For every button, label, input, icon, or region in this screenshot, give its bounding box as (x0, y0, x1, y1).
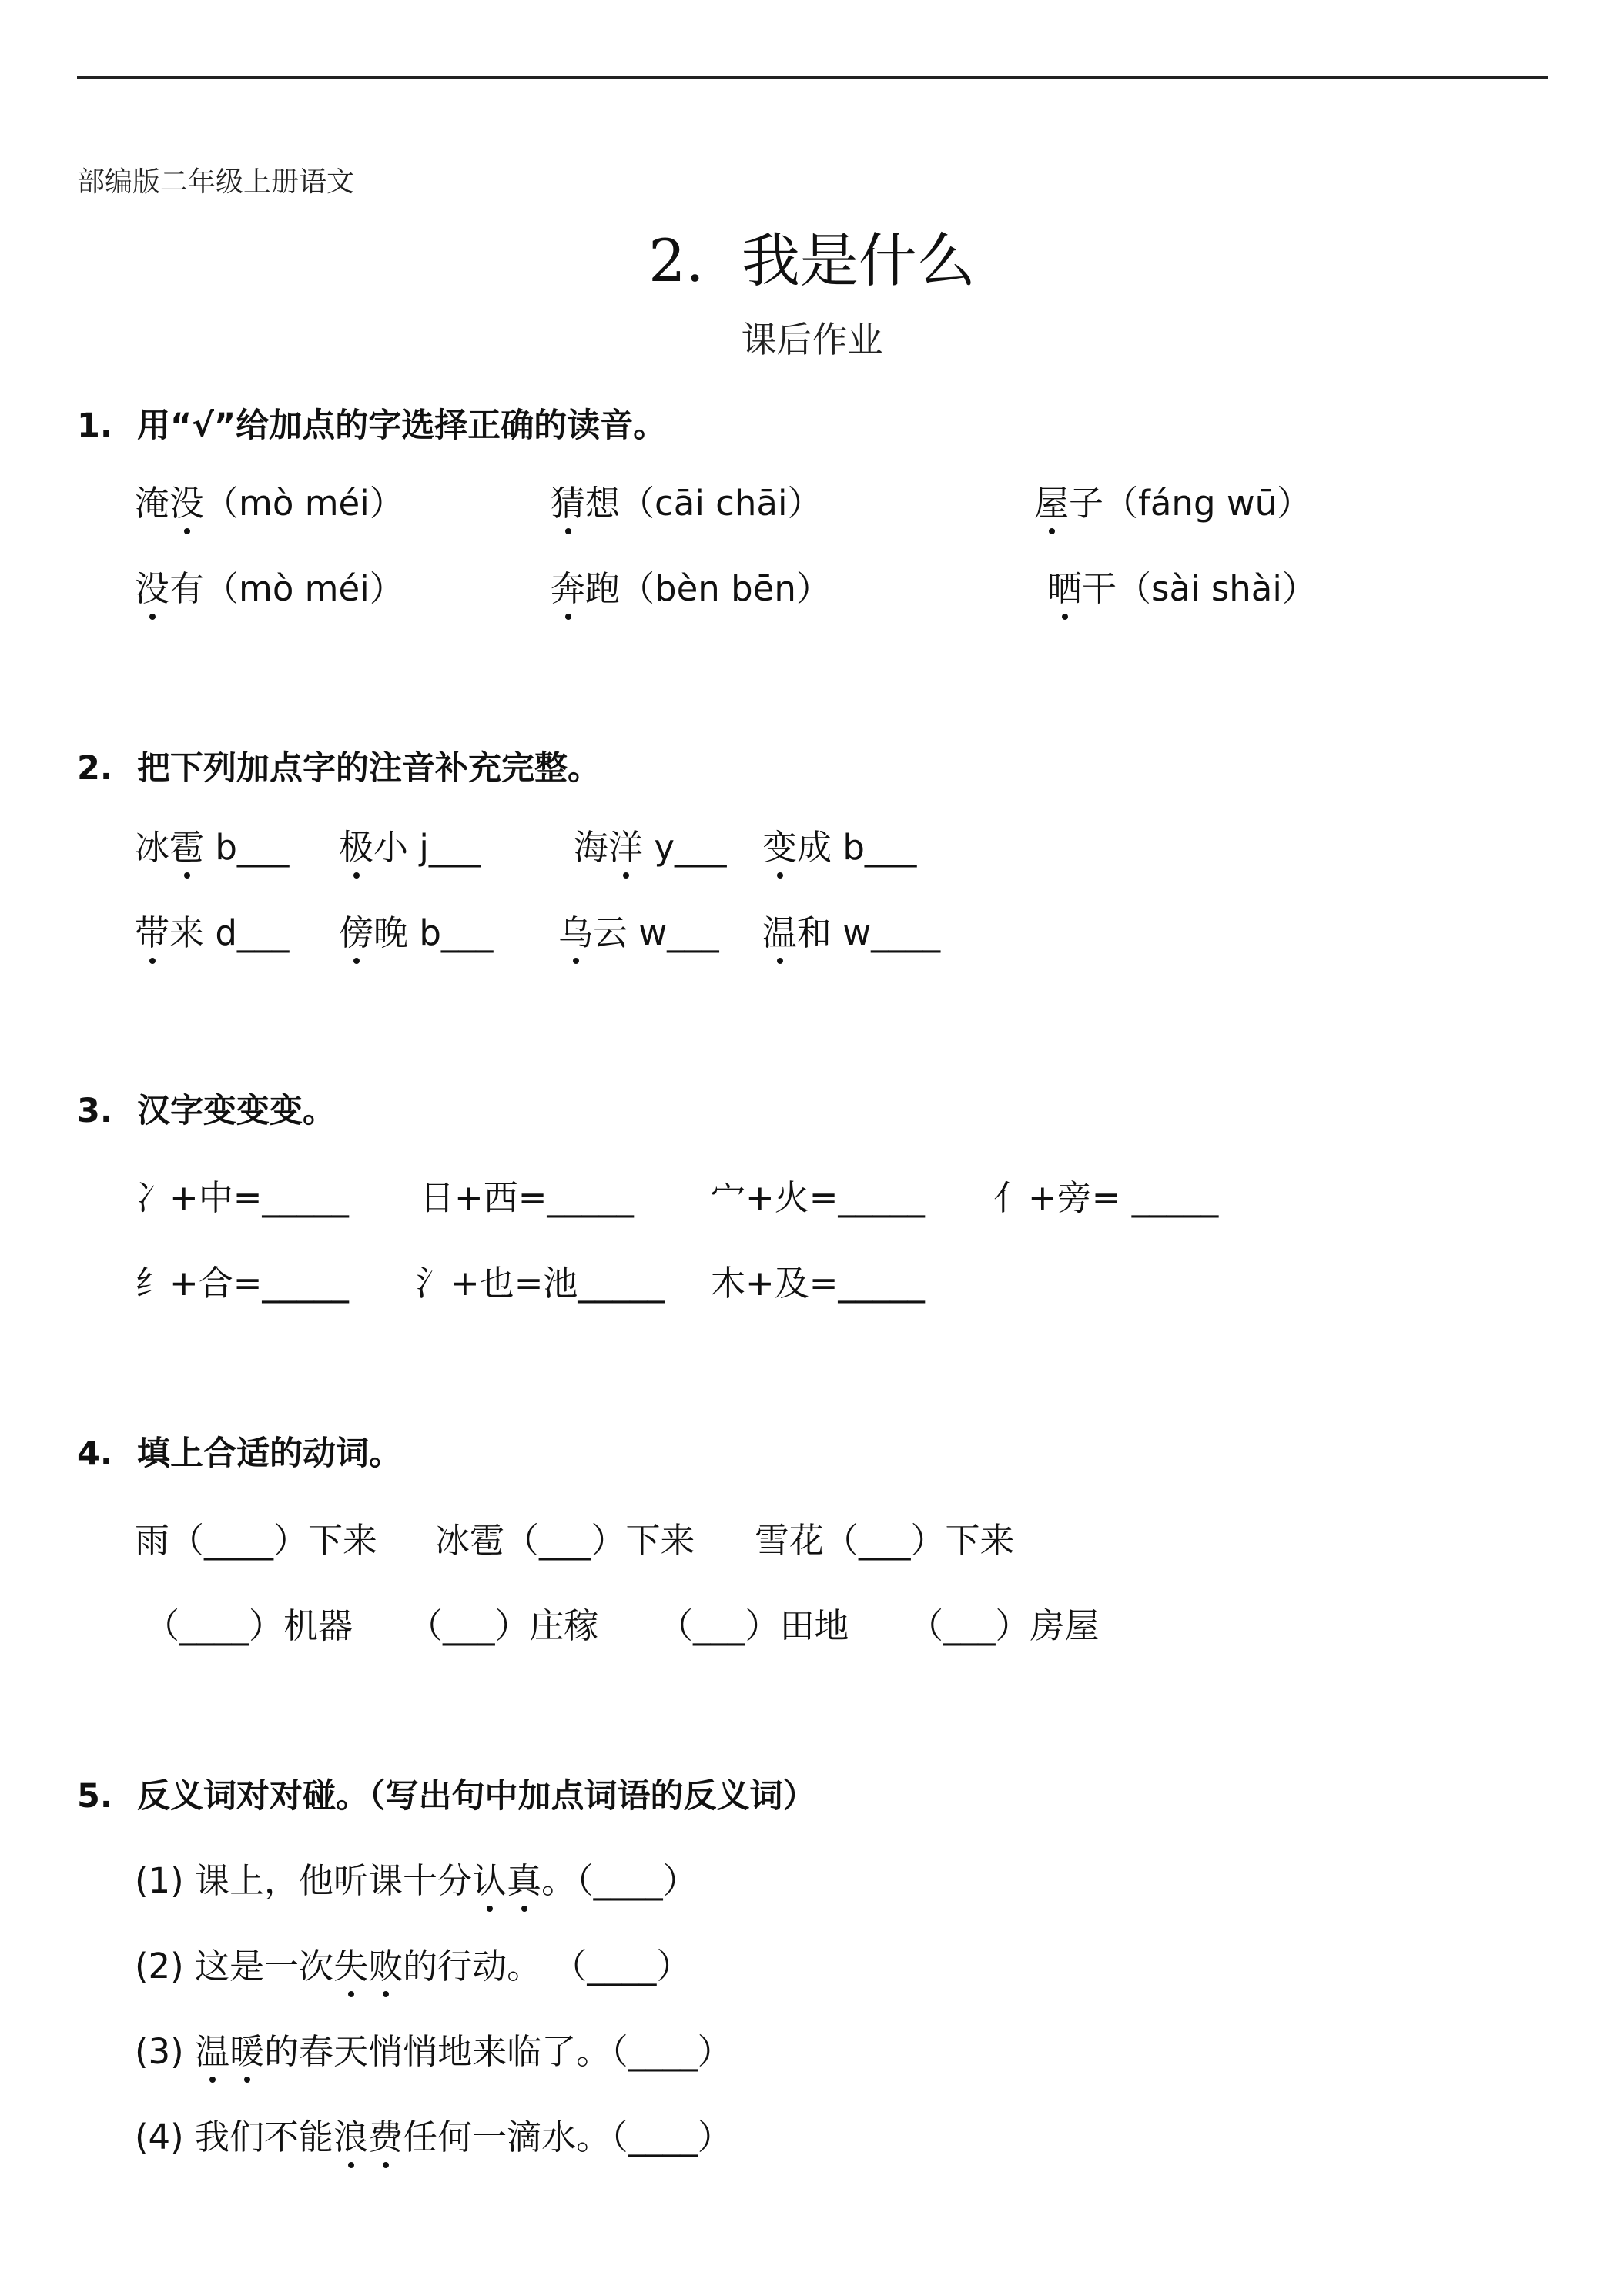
q3-item: 木+及=_____ (711, 1263, 925, 1304)
question-4-heading (77, 1427, 402, 1474)
dotted-char: 暖 (229, 2023, 264, 2073)
dotted-char: 没 (135, 561, 169, 611)
q2-item: 温和 w____ (762, 905, 940, 955)
page-title: 2. 我是什么 (648, 226, 976, 295)
dotted-char: 乌 (558, 905, 593, 955)
dotted-char: 败 (368, 1938, 403, 1988)
dotted-char: 晒 (1047, 561, 1082, 611)
question-3-heading (77, 1085, 336, 1132)
question-number: 5. (77, 1777, 113, 1816)
question-number: 3. (77, 1092, 113, 1130)
dotted-char: 浪 (333, 2109, 368, 2159)
q4-item: （____）机器 (145, 1605, 353, 1646)
dotted-char: 温 (762, 905, 797, 955)
q1-item: 屋子（fáng wū） (1034, 475, 1311, 525)
page-subtitle: 课后作业 (741, 319, 883, 360)
q3-item: 纟+合=_____ (135, 1263, 349, 1304)
dotted-char: 洋 (608, 819, 643, 869)
dotted-char: 极 (339, 819, 373, 869)
dotted-char: 变 (762, 819, 797, 869)
dotted-char: 真 (507, 1853, 541, 1903)
question-number: 1. (77, 407, 113, 445)
q2-item: 变成 b___ (762, 819, 916, 869)
q4-item: 雪花（___）下来 (755, 1520, 1015, 1561)
q1-item: 淹没（mò méi） (135, 475, 404, 525)
q3-item: 亻+旁= _____ (993, 1177, 1219, 1218)
dotted-char: 猜 (551, 475, 585, 525)
dotted-char: 傍 (339, 905, 373, 955)
question-text: 把下列加点字的注音补充完整。 (137, 749, 601, 788)
question-text: 用“√”给加点的字选择正确的读音。 (137, 407, 667, 445)
dotted-char: 费 (368, 2109, 403, 2159)
q2-item: 带来 d___ (135, 905, 289, 955)
q3-item: 日+西=_____ (420, 1177, 634, 1218)
question-5-heading (77, 1770, 816, 1817)
q3-item: 氵+也=池_____ (416, 1263, 665, 1304)
series-label: 部编版二年级上册语文 (77, 166, 355, 198)
dotted-word (195, 2031, 264, 2072)
dotted-word (333, 2117, 403, 2157)
top-rule (77, 76, 1548, 79)
q5-item: (2) 这是一次失败的行动。 （____） (135, 1938, 691, 1988)
q5-item: (4) 我们不能浪费任何一滴水。（____） (135, 2109, 732, 2159)
dotted-char: 失 (333, 1938, 368, 1988)
q2-item: 冰雹 b___ (135, 819, 289, 869)
q5-item: (1) 课上，他听课十分认真。（____） (135, 1853, 698, 1903)
question-number: 4. (77, 1434, 113, 1473)
dotted-char: 屋 (1034, 475, 1069, 525)
dotted-char: 没 (169, 475, 204, 525)
question-text: 反义词对对碰。（写出句中加点词语的反义词） (137, 1777, 816, 1816)
q3-item: 冫+中=_____ (135, 1177, 349, 1218)
q5-item: (3) 温暖的春天悄悄地来临了。（____） (135, 2023, 732, 2073)
q4-item: （___）田地 (658, 1605, 849, 1646)
q2-item: 傍晚 b___ (339, 905, 493, 955)
dotted-word (333, 1946, 403, 1986)
dotted-char: 温 (195, 2023, 229, 2073)
q3-item: 宀+火=_____ (711, 1177, 925, 1218)
dotted-char: 雹 (169, 819, 204, 869)
q4-item: 冰雹（___）下来 (435, 1520, 695, 1561)
q1-item: 奔跑（bèn bēn） (551, 561, 831, 611)
question-number: 2. (77, 749, 113, 788)
question-2-heading (77, 742, 601, 789)
q4-item: （___）庄稼 (408, 1605, 599, 1646)
q4-item: 雨（____）下来 (135, 1520, 378, 1561)
question-text: 填上合适的动词。 (137, 1434, 402, 1473)
q1-item: 没有（mò méi） (135, 561, 404, 611)
q1-item: 晒干（sài shài） (1047, 561, 1317, 611)
q2-item: 极小 j___ (339, 819, 481, 869)
dotted-char: 奔 (551, 561, 585, 611)
dotted-char: 带 (135, 905, 169, 955)
q1-item: 猜想（cāi chāi） (551, 475, 822, 525)
q2-item: 乌云 w___ (558, 905, 719, 955)
q4-item: （___）房屋 (909, 1605, 1100, 1646)
dotted-char: 认 (472, 1853, 507, 1903)
question-1-heading (77, 400, 666, 447)
q2-item: 海洋 y___ (574, 819, 726, 869)
question-text: 汉字变变变。 (137, 1092, 336, 1130)
dotted-word (472, 1860, 541, 1901)
